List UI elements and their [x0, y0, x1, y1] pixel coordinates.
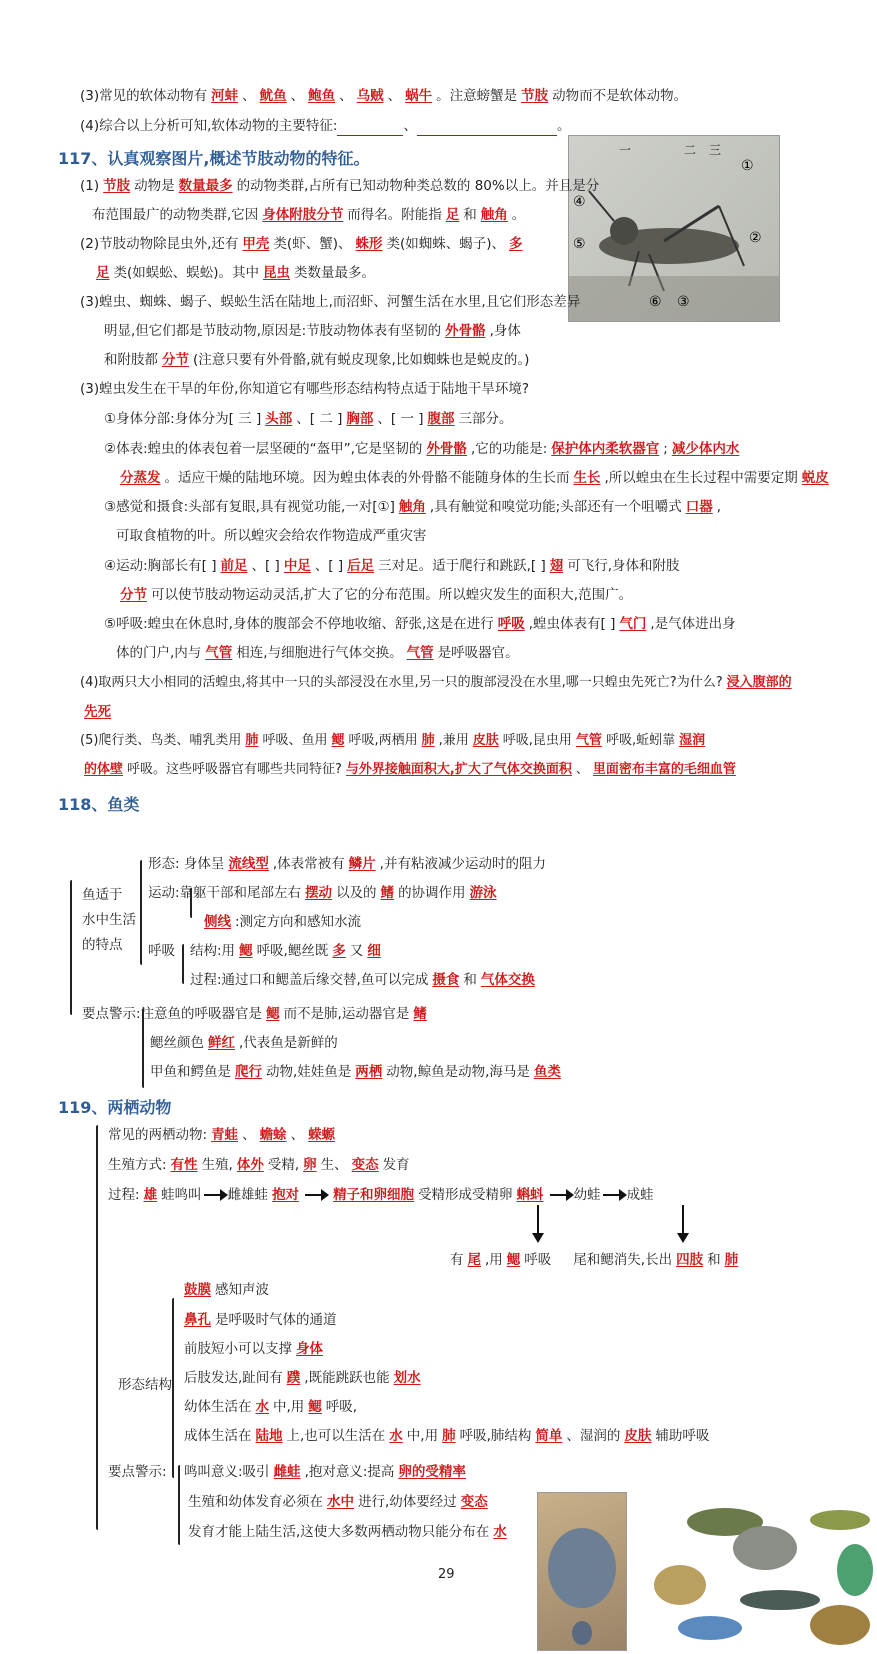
fish-side-3: 的特点: [82, 937, 123, 953]
line-mollusk-examples: (3)常见的软体动物有 河蚌 、 鱿鱼 、 鲍鱼 、 乌贼 、 蜗牛 。注意螃蟹是 节肢 动物而不是软体动物。: [80, 88, 688, 104]
reptiles-drawing: [640, 1480, 877, 1649]
fish-shape: 形态: 身体呈 流线型 ,体表常被有 鳞片 ,并有粘液减少运动时的阻力: [148, 856, 546, 872]
amph-brace-tips: [178, 1465, 180, 1545]
fish-brace-move: [190, 888, 192, 918]
image-label-yi: 一: [619, 143, 632, 157]
fish-lateral-line: 侧线 :测定方向和感知水流: [204, 914, 362, 930]
section-heading-119: 119、两栖动物: [58, 1098, 172, 1117]
turtle-photo: [537, 1492, 627, 1651]
amph-reproduction: 生殖方式: 有性 生殖, 体外 受精, 卵 生、 变态 发育: [108, 1157, 410, 1173]
arrow-right-icon: [305, 1194, 327, 1196]
image-label-5: ⑤: [573, 236, 586, 252]
para-2a: (2)节肢动物除昆虫外,还有 甲壳 类(虾、蟹)、 蛛形 类(如蜘蛛、蝎子)、 多: [80, 236, 523, 252]
para-4: (3)蝗虫发生在干旱的年份,你知道它有哪些形态结构特点适于陆地干旱环境?: [80, 381, 530, 397]
para-6b: 的体壁 呼吸。这些呼吸器官有哪些共同特征? 与外界接触面积大,扩大了气体交换面积 、 里面密布丰富的毛细血管: [84, 762, 736, 777]
fish-tip-3: 甲鱼和鳄鱼是 爬行 动物,娃娃鱼是 两栖 动物,鲸鱼是动物,海马是 鱼类: [150, 1064, 561, 1080]
amph-brace-morph: [172, 1298, 174, 1478]
reptiles-photo: [640, 1480, 877, 1649]
image-label-2: ②: [749, 230, 762, 246]
arrow-right-icon: [550, 1194, 572, 1196]
q-senses-a: ③感觉和摄食:头部有复眼,具有视觉功能,一对[①] 触角 ,具有触觉和嗅觉功能;头部还有一个咀嚼式 口器 ,: [104, 499, 722, 515]
amph-tip-1: 鸣叫意义:吸引 雌蛙 ,抱对意义:提高 卵的受精率: [184, 1464, 466, 1480]
down-arrow-icon: [677, 1233, 689, 1243]
q-body-parts: ①身体分部:身体分为[ 三 ] 头部 、[ 二 ] 胸部 、[ 一 ] 腹部 三部分。: [104, 411, 513, 427]
arrow-right-icon: [204, 1194, 226, 1196]
amph-common: 常见的两栖动物: 青蛙 、 蟾蜍 、 蝾螈: [108, 1127, 336, 1143]
para-3a: (3)蝗虫、蜘蛛、蝎子、蜈蚣生活在陆地上,而沼虾、河蟹生活在水里,且它们形态差异: [80, 294, 581, 310]
line-mollusk-features: (4)综合以上分析可知,软体动物的主要特征: 、 。: [80, 118, 571, 134]
q-body-surface-a: ②体表:蝗虫的体表包着一层坚硬的“盔甲”,它是坚韧的 外骨骼 ,它的功能是: 保护体内柔软器官 ; 减少体内水: [104, 441, 740, 457]
fish-movement: 运动:靠躯干部和尾部左右 摆动 以及的 鳍 的协调作用 游泳: [148, 885, 497, 901]
grasshopper-image: [568, 135, 780, 322]
fish-side-1: 鱼适于: [82, 887, 123, 903]
q-movement-b: 分节 可以使节肢动物运动灵活,扩大了它的分布范围。所以蝗灾发生的面积大,范围广。: [120, 587, 633, 603]
image-label-4: ④: [573, 194, 586, 210]
image-label-3: ③: [677, 294, 690, 310]
down-arrow-line-1: [537, 1205, 539, 1235]
down-arrow-icon: [532, 1233, 544, 1243]
fish-tip-1: 要点警示:注意鱼的呼吸器官是 鳃 而不是肺,运动器官是 鳍: [82, 1006, 427, 1022]
arrow-right-icon: [603, 1194, 625, 1196]
image-label-san: 三: [709, 143, 722, 157]
fish-brace-main: [70, 880, 72, 1015]
para-3c: 和附肢都 分节 (注意只要有外骨骼,就有蜕皮现象,比如蜘蛛也是蜕皮的。): [104, 352, 530, 368]
image-label-er: 二: [684, 143, 697, 157]
turtle-photo-drawing: [538, 1493, 626, 1650]
amph-hindlimb: 后肢发达,趾间有 蹼 ,既能跳跃也能 划水: [184, 1370, 421, 1386]
amph-larva: 幼体生活在 水 中,用 鳃 呼吸,: [184, 1399, 358, 1415]
amph-brace-main: [96, 1125, 98, 1530]
fish-breathing-label: 呼吸: [148, 943, 175, 959]
q-breathing-b: 体的门户,内与 气管 相连,与细胞进行气体交换。 气管 是呼吸器官。: [116, 645, 519, 661]
amph-eardrum: 鼓膜 感知声波: [184, 1282, 269, 1298]
grasshopper-drawing: [569, 136, 779, 321]
fish-brace-2: [140, 860, 142, 965]
image-label-6: ⑥: [649, 294, 662, 310]
down-arrow-line-2: [682, 1205, 684, 1235]
q-breathing-a: ⑤呼吸:蝗虫在休息时,身体的腹部会不停地收缩、舒张,这是在进行 呼吸 ,蝗虫体表有[ ] 气门 ,是气体进出身: [104, 616, 736, 632]
amph-process: 过程: 雄 蛙鸣叫 雌雄蛙 抱对 精子和卵细胞 受精形成受精卵 蝌蚪 幼蛙 成蛙: [108, 1187, 654, 1203]
amph-tips-label: 要点警示:: [108, 1464, 167, 1480]
page-number: 29: [438, 1567, 455, 1582]
q-senses-b: 可取食植物的叶。所以蝗灾会给农作物造成严重灾害: [116, 528, 427, 544]
amph-forelimb: 前肢短小可以支撑 身体: [184, 1341, 323, 1357]
para-3b: 明显,但它们都是节肢动物,原因是:节肢动物体表有坚韧的 外骨骼 ,身体: [104, 323, 521, 339]
para-5b: 先死: [84, 704, 111, 720]
q-body-surface-b: 分蒸发 。适应干燥的陆地环境。因为蝗虫体表的外骨骼不能随身体的生长而 生长 ,所以蝗虫在生长过程中需要定期 蜕皮: [120, 470, 829, 486]
amph-nostril: 鼻孔 是呼吸时气体的通道: [184, 1312, 337, 1328]
amph-adult: 成体生活在 陆地 上,也可以生活在 水 中,用 肺 呼吸,肺结构 简单 、湿润的 皮肤 辅助呼吸: [184, 1428, 710, 1444]
fish-tip-2: 鳃丝颜色 鲜红 ,代表鱼是新鲜的: [150, 1035, 338, 1051]
amph-tip-3: 发育才能上陆生活,这使大多数两栖动物只能分布在 水: [188, 1524, 507, 1540]
para-2b: 足 类(如蜈蚣、蜈蚣)。其中 昆虫 类数量最多。: [96, 265, 376, 281]
section-heading-117: 117、认真观察图片,概述节肢动物的特征。: [58, 149, 370, 168]
section-heading-118: 118、鱼类: [58, 795, 140, 814]
amph-tip-2: 生殖和幼体发育必须在 水中 进行,幼体要经过 变态: [188, 1494, 488, 1510]
fish-brace-breath: [182, 944, 184, 984]
fish-gill-structure: 结构:用 鳃 呼吸,鳃丝既 多 又 细: [190, 943, 381, 959]
amph-morphology-label: 形态结构: [118, 1377, 172, 1393]
para-5a: (4)取两只大小相同的活蝗虫,将其中一只的头部浸没在水里,另一只的腹部浸没在水里,哪一只蝗虫先死亡?为什么? 浸入腹部的: [80, 675, 792, 690]
para-1b: 布范围最广的动物类群,它因 身体附肢分节 而得名。附能指 足 和 触角 。: [92, 207, 526, 223]
q-movement-a: ④运动:胸部长有[ ] 前足 、[ ] 中足 、[ ] 后足 三对足。适于爬行和跳跃,[ ] 翅 可飞行,身体和附肢: [104, 558, 680, 574]
para-6a: (5)爬行类、鸟类、哺乳类用 肺 呼吸、鱼用 鳃 呼吸,两栖用 肺 ,兼用 皮肤 呼吸,昆虫用 气管 呼吸,蚯蚓靠 湿润: [80, 733, 706, 748]
fish-gill-process: 过程:通过口和鳃盖后缘交替,鱼可以完成 摄食 和 气体交换: [190, 972, 535, 988]
para-1a: (1) 节肢 动物是 数量最多 的动物类群,占所有已知动物种类总数的 80%以上。并且是分: [80, 178, 600, 194]
image-label-1: ①: [741, 158, 754, 174]
amph-tadpole-frog: 有 尾 ,用 鳃 呼吸 尾和鳃消失,长出 四肢 和 肺: [450, 1252, 739, 1268]
fish-side-2: 水中生活: [82, 912, 136, 928]
fish-brace-tips: [142, 1008, 144, 1088]
